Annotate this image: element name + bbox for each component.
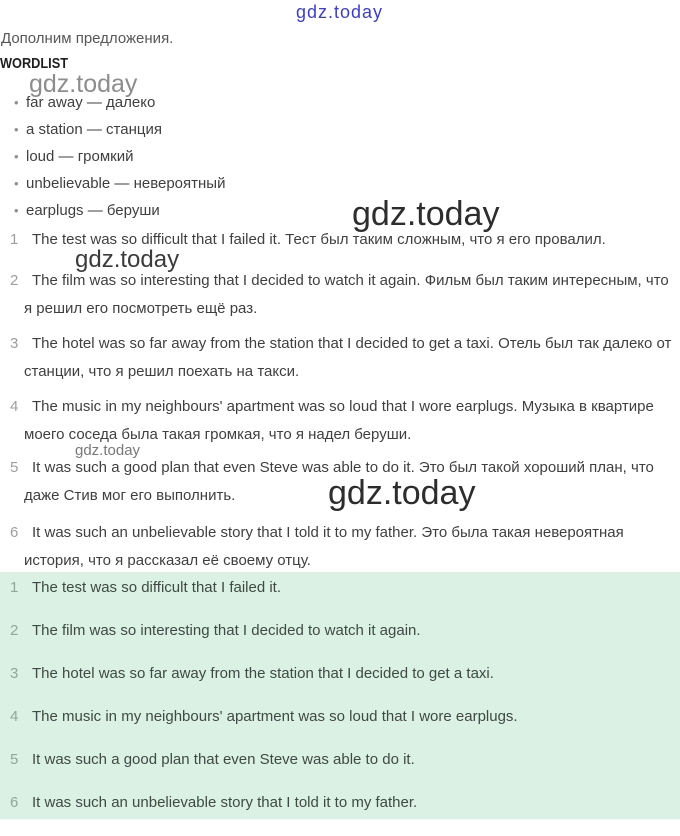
task-sentence xyxy=(0,226,680,254)
answer-text: It was such a good plan that even Steve was able to do it. xyxy=(32,751,415,768)
wordlist-item-text: loud — громкий xyxy=(26,148,134,165)
bullet-icon: • xyxy=(14,122,19,137)
task-text: The music in my neighbours' apartment was so loud that I wore earplugs. Музыка в квартире моего соседа была такая громкая, что я надел беруши. xyxy=(24,398,654,443)
answer-item xyxy=(0,793,680,836)
task-number: 3 xyxy=(10,335,19,352)
task-text: The film was so interesting that I decided to watch it again. Фильм был таким интересным, что я решил его посмотреть ещё раз. xyxy=(24,272,669,317)
task-sentence xyxy=(0,267,680,323)
bullet-icon: • xyxy=(14,95,19,110)
answer-text: The test was so difficult that I failed it. xyxy=(32,579,282,596)
answers-list xyxy=(0,578,680,836)
task-number: 4 xyxy=(10,398,19,415)
wordlist-item xyxy=(0,170,680,197)
bullet-icon: • xyxy=(14,203,19,218)
brand-watermark-top: gdz.today xyxy=(296,2,384,22)
wordlist-item xyxy=(0,116,680,143)
answer-item xyxy=(0,750,680,793)
task-text: It was such a good plan that even Steve was able to do it. Это был такой хороший план, что даже Стив мог его выполнить. xyxy=(24,459,654,504)
brand-watermark-large-2: gdz.today xyxy=(328,474,476,512)
task-text: The hotel was so far away from the station that I decided to get a taxi. Отель был так далеко от станции, что я решил поехать на такси. xyxy=(24,335,672,380)
answer-number: 4 xyxy=(10,708,19,725)
wordlist-item-text: far away — далеко xyxy=(26,94,156,111)
answer-number: 3 xyxy=(10,665,19,682)
task-number: 1 xyxy=(10,231,19,248)
task-sentence xyxy=(0,330,680,386)
answer-number: 1 xyxy=(10,579,19,596)
answer-text: The film was so interesting that I decided to watch it again. xyxy=(32,622,421,639)
wordlist-item-text: earplugs — беруши xyxy=(26,202,160,219)
task-sentence xyxy=(0,519,680,575)
answer-item xyxy=(0,664,680,707)
task-intro: Дополним предложения. xyxy=(1,30,174,47)
answer-text: The music in my neighbours' apartment was so loud that I wore earplugs. xyxy=(32,708,518,725)
task-sentence xyxy=(0,393,680,449)
wordlist-item xyxy=(0,89,680,116)
task-sentences xyxy=(0,226,680,582)
wordlist-item xyxy=(0,143,680,170)
wordlist-heading: WORDLIST xyxy=(0,55,68,72)
bullet-icon: • xyxy=(14,149,19,164)
answers-section xyxy=(0,572,680,819)
answer-text: It was such an unbelievable story that I told it to my father. xyxy=(32,794,418,811)
brand-watermark-medium-1: gdz.today xyxy=(75,246,180,273)
answer-item xyxy=(0,707,680,750)
wordlist-item-text: a station — станция xyxy=(26,121,162,138)
wordlist-item-text: unbelievable — невероятный xyxy=(26,175,226,192)
task-number: 6 xyxy=(10,524,19,541)
task-text: It was such an unbelievable story that I told it to my father. Это была такая невероятная история, что я рассказал её своему отцу. xyxy=(24,524,624,569)
answer-number: 6 xyxy=(10,794,19,811)
answer-number: 5 xyxy=(10,751,19,768)
answer-item xyxy=(0,621,680,664)
answer-item xyxy=(0,578,680,621)
bullet-icon: • xyxy=(14,176,19,191)
brand-watermark-large-1: gdz.today xyxy=(352,195,500,233)
brand-watermark-wordlist: gdz.today xyxy=(29,70,138,98)
answer-text: The hotel was so far away from the station that I decided to get a taxi. xyxy=(32,665,494,682)
wordlist-item xyxy=(0,197,680,224)
answer-number: 2 xyxy=(10,622,19,639)
wordlist xyxy=(0,89,680,224)
task-text: The test was so difficult that I failed it. Тест был таким сложным, что я его провалил. xyxy=(32,231,606,248)
brand-watermark-small: gdz.today xyxy=(75,442,141,459)
task-number: 2 xyxy=(10,272,19,289)
task-number: 5 xyxy=(10,459,19,476)
task-sentence xyxy=(0,454,680,510)
